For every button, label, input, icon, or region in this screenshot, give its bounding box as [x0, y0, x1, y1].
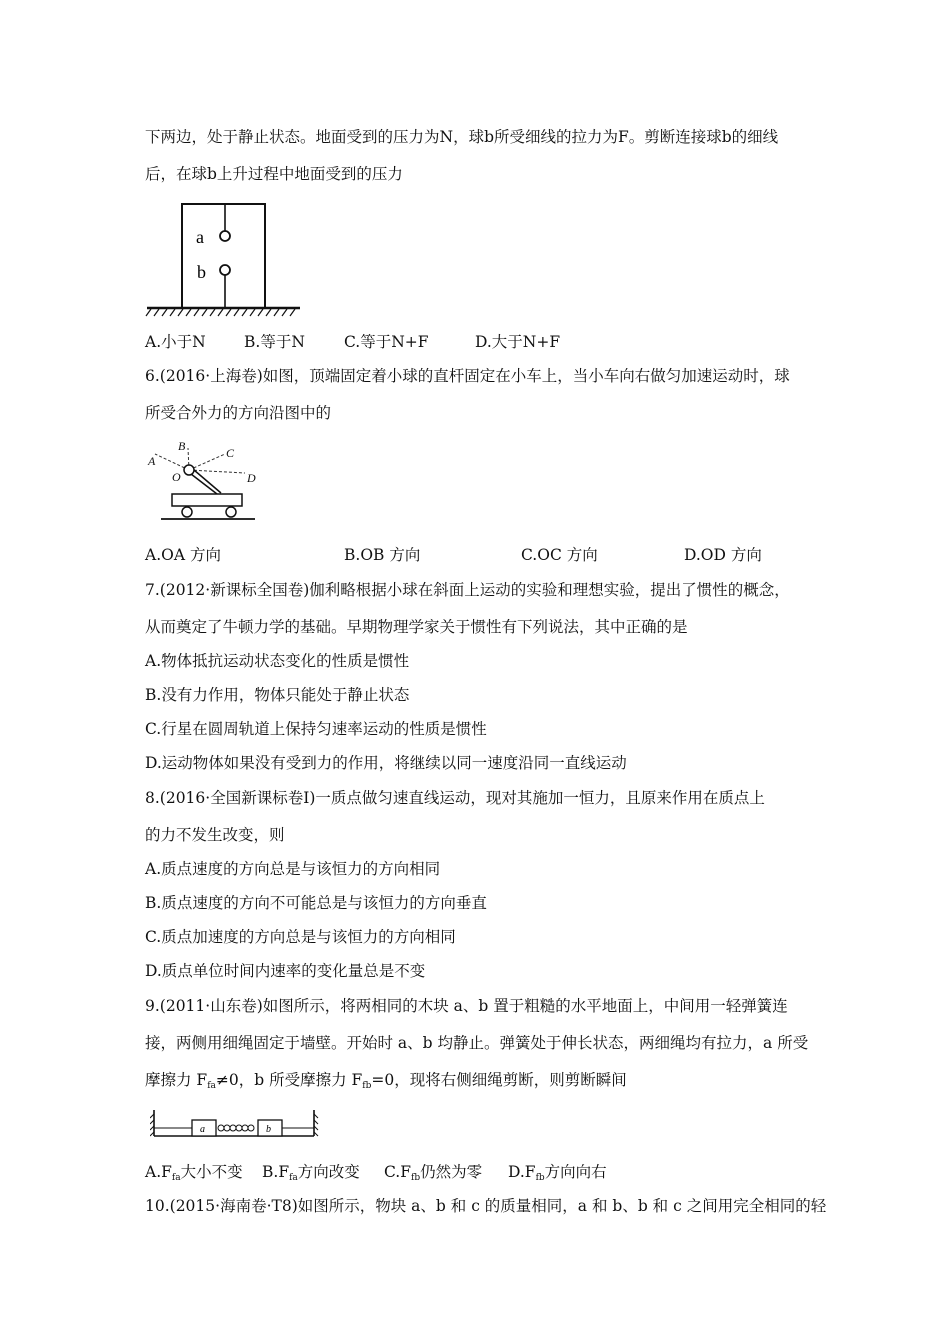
q5-line-1: 下两边，处于静止状态。地面受到的压力为N，球b所受细线的拉力为F。剪断连接球b的细线	[145, 128, 779, 146]
q6-line-2: 所受合外力的方向沿图中的	[145, 404, 332, 422]
q9-line-3: 摩擦力 $F_{fa}\ne 0$，b 所受摩擦力 $F_{fb}=0$，现将右侧细绳剪断，则剪断瞬间	[145, 1071, 627, 1091]
q8-line-2: 的力不发生改变，则	[145, 826, 285, 844]
label-a: a	[196, 227, 204, 247]
q6-option-c: C.OC 方向	[521, 546, 598, 564]
q7-option-b: B.没有力作用，物体只能处于静止状态	[145, 686, 410, 704]
q5-option-a: A.小于N	[145, 333, 206, 351]
label-b: b	[197, 262, 206, 282]
q7-option-a: A.物体抵抗运动状态变化的性质是惯性	[145, 652, 410, 670]
q8-option-c: C.质点加速度的方向总是与该恒力的方向相同	[145, 928, 456, 946]
label-block-b: b	[266, 1124, 271, 1135]
q6-option-a: A.OA 方向	[145, 546, 221, 564]
q8-line-1: 8.(2016·全国新课标卷Ⅰ)一质点做匀速直线运动，现对其施加一恒力，且原来作用在质点上	[145, 789, 765, 807]
q9-option-a: $A.F_{fa}$大小不变	[145, 1163, 243, 1183]
q5-option-c: C.等于N+F	[344, 333, 429, 351]
label-block-a: a	[200, 1124, 205, 1135]
q9-option-b: $B.F_{fa}$方向改变	[262, 1163, 360, 1183]
q8-option-b: B.质点速度的方向不可能总是与该恒力的方向垂直	[145, 894, 487, 912]
q6-figure-cart-with-rod	[145, 436, 265, 528]
q5-option-b: B.等于N	[244, 333, 305, 351]
q9-figure-blocks-spring	[150, 1106, 320, 1142]
label-B: B	[178, 439, 186, 453]
q7-line-1: 7.(2012·新课标全国卷)伽利略根据小球在斜面上运动的实验和理想实验，提出了惯性的概念，	[145, 581, 790, 599]
label-O: O	[172, 470, 181, 484]
q6-option-b: B.OB 方向	[344, 546, 421, 564]
label-C: C	[226, 446, 235, 460]
q7-option-d: D.运动物体如果没有受到力的作用，将继续以同一速度沿同一直线运动	[145, 754, 627, 772]
ball-a	[220, 231, 230, 241]
q9-option-d: $D.F_{fb}$方向向右	[508, 1163, 607, 1183]
q10-line-1: 10.(2015·海南卷·T8)如图所示，物块 a、b 和 c 的质量相同，a 和 b、b 和 c 之间用完全相同的轻	[145, 1197, 827, 1215]
q7-option-c: C.行星在圆周轨道上保持匀速率运动的性质是惯性	[145, 720, 487, 738]
q7-line-2: 从而奠定了牛顿力学的基础。早期物理学家关于惯性有下列说法，其中正确的是	[145, 618, 688, 636]
ball-b	[220, 265, 230, 275]
label-D: D	[247, 471, 256, 485]
ball-o	[184, 465, 194, 475]
q6-line-1: 6.(2016·上海卷)如图，顶端固定着小球的直杆固定在小车上，当小车向右做匀加速运动时，球	[145, 367, 790, 385]
label-A: A	[148, 454, 156, 468]
q5-option-d: D.大于N+F	[475, 333, 561, 351]
q5-figure-box-with-balls	[145, 198, 305, 320]
q8-option-d: D.质点单位时间内速率的变化量总是不变	[145, 962, 426, 980]
q9-line-1: 9.(2011·山东卷)如图所示，将两相同的木块 a、b 置于粗糙的水平地面上，中间用一轻弹簧连	[145, 997, 788, 1015]
q9-line-2: 接，两侧用细绳固定于墙壁。开始时 a、b 均静止。弹簧处于伸长状态，两细绳均有拉力，a 所受	[145, 1034, 809, 1052]
q9-option-c: $C.F_{fb}$仍然为零	[384, 1163, 483, 1183]
q8-option-a: A.质点速度的方向总是与该恒力的方向相同	[145, 860, 441, 878]
q5-line-2: 后，在球b上升过程中地面受到的压力	[145, 165, 403, 183]
q6-option-d: D.OD 方向	[684, 546, 762, 564]
